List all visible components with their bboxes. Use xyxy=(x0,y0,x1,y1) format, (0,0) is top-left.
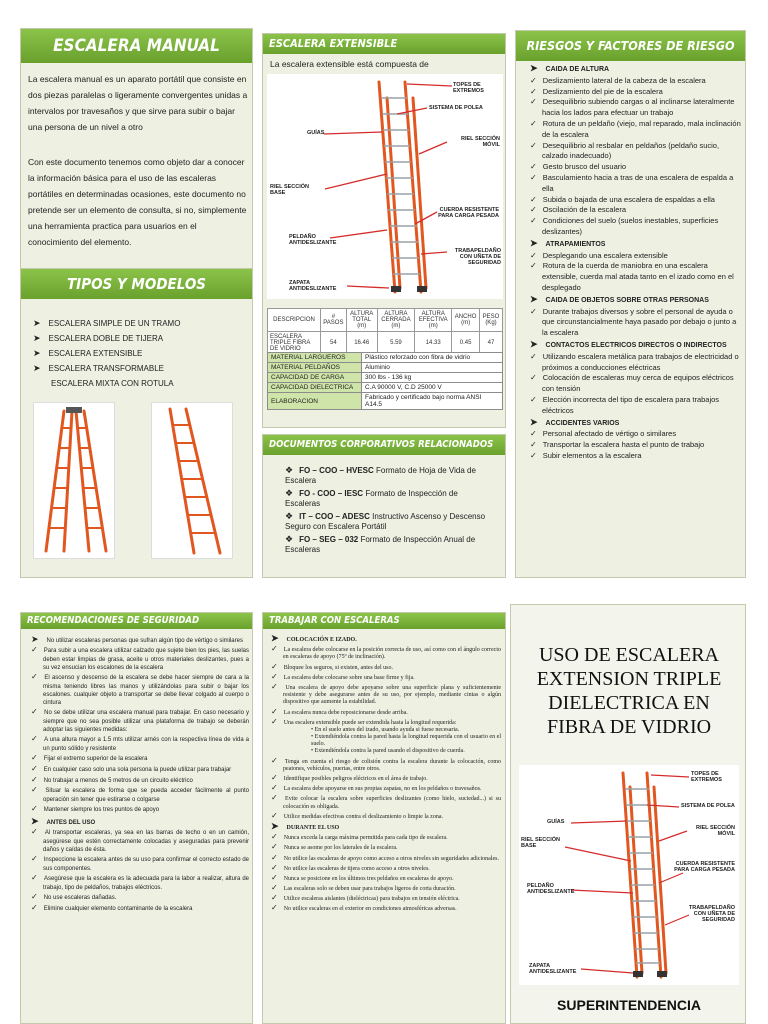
section-heading: ➤ CAIDA DE ALTURA xyxy=(530,63,742,76)
panel-trabajar xyxy=(262,612,506,1024)
cover-label-riel-movil: RIEL SECCIÓN MÓVIL xyxy=(695,825,735,838)
list-item: ✓ Situar la escalera de forma que se pueda acceder fácilmente al punto operación sin tener que estirarse o colgarse xyxy=(31,785,249,804)
panel-title: RECOMENDACIONES DE SEGURIDAD xyxy=(21,613,252,629)
material-key: ELABORACION xyxy=(268,393,362,410)
cover-title: USO DE ESCALERA EXTENSION TRIPLE DIELECTRICA EN FIBRA DE VIDRIO xyxy=(536,644,722,738)
spec-cell: 14.33 xyxy=(415,332,452,355)
material-value: Aluminio xyxy=(362,363,503,373)
list-item: ✓ En cualquier caso solo una sola persona la puede utilizar para trabajar xyxy=(31,764,249,775)
list-item: ✓ Evite colocar la escalera sobre superficies deslizantes (como hielo, suciedad...) si su colocación es obligada. xyxy=(271,793,501,810)
list-item: ✓ Personal afectado de vértigo o similares xyxy=(530,429,742,440)
type-item: ➤ ESCALERA TRANSFORMABLE xyxy=(33,361,248,376)
material-key: MATERIAL LARGUEROS xyxy=(268,353,362,363)
cover-label-riel-base: RIEL SECCIÓN BASE xyxy=(521,837,561,850)
list-item: ✓ Oscilación de la escalera xyxy=(530,205,742,216)
material-value: Fabricado y certificado bajo norma ANSI A14.5 xyxy=(362,393,503,410)
list-item: ✓ Una escalera extensible puede ser extendida hasta la longitud requerida: xyxy=(271,717,501,727)
cover-label-polea: SISTEMA DE POLEA xyxy=(681,803,735,809)
material-key: CAPACIDAD DE CARGA xyxy=(268,373,362,383)
list-item: ✓ Subir elementos a la escalera xyxy=(530,451,742,462)
list-item: ✓ Una escalera de apoyo debe apoyarse sobre una superficie plana y suficientemente resistente y debe asegurarse antes de su uso, por ejemplo, mediante cintas o algún dispositivo que aumente la estabilidad. xyxy=(271,682,501,707)
label-peldano: PELDAÑO ANTIDESLIZANTE xyxy=(289,234,337,247)
list-item: ✓ Al transportar escaleras, ya sea en las barras de techo o en un camión, asegúrese que estén correctamente colocadas y aseguradas para prevenir daños y caídas de ésta. xyxy=(31,827,249,854)
list-item: ✓ Colocación de escaleras muy cerca de equipos eléctricos con tensión xyxy=(530,373,742,395)
list-item: ✓ Rotura de un peldaño (viejo, mal reparado, mala inclinación de la escalera xyxy=(530,119,742,141)
panel-cover xyxy=(510,604,746,1024)
material-key: CAPACIDAD DIELECTRICA xyxy=(268,383,362,393)
list-item: ✓ Gesto brusco del usuario xyxy=(530,162,742,173)
list-item: ✓ Utilizando escalera metálica para trabajos de electricidad o próximos a conducciones eléctricas xyxy=(530,352,742,374)
list-item: ✓ Rotura de la cuerda de maniobra en una escalera extensible, cuerda mal atada tanto en el izado como en el desplegado xyxy=(530,261,742,293)
spec-cell: 0.45 xyxy=(452,332,480,355)
list-item: ✓ Subida o bajada de una escalera de espaldas a ella xyxy=(530,195,742,206)
cover-label-guias: GUÍAS xyxy=(547,819,565,825)
list-item: ✓ No utilice escaleras en el exterior en condiciones atmosféricas adversas. xyxy=(271,903,501,913)
list-item: ✓ El ascenso y descenso de la escalera se debe hacer siempre de cara a la misma teniendo libres las manos y utilizándolas para subir o bajar los escalones. cualquier objeto a transportar se debe llevar colgado al cuerpo o cintura xyxy=(31,672,249,707)
spec-cell: 16.46 xyxy=(346,332,377,355)
materials-table xyxy=(267,352,503,410)
cover-label-trabapeldano: TRABAPELDAÑO CON UÑETA DE SEGURIDAD xyxy=(688,905,735,924)
list-item: ✓ La escalera nunca debe reposicionarse desde arriba. xyxy=(271,707,501,717)
panel-recomendaciones xyxy=(20,612,253,1024)
cover-label-cuerda: CUERDA RESISTENTE PARA CARGA PESADA xyxy=(674,861,735,874)
spec-cell: 54 xyxy=(321,332,347,355)
list-item: ✓ Tenga en cuenta el riesgo de colisión contra la escalera durante la colocación, como peatones, vehículos, puertas, entre otros. xyxy=(271,756,501,773)
spec-header: ALTURA CERRADA (m) xyxy=(377,309,415,332)
list-item: ✓ Fijar el extremo superior de la escalera xyxy=(31,753,249,764)
list-item: ✓ No utilice las escaleras de tijera como acceso a otros niveles. xyxy=(271,863,501,873)
section-heading: ➤ ANTES DEL USO xyxy=(31,815,249,827)
panel-title: ESCALERA EXTENSIBLE xyxy=(263,34,505,54)
list-item: ✓ Utilice escaleras aislantes (dieléctricas) para trabajos en tensión eléctrica. xyxy=(271,893,501,903)
risks-list xyxy=(530,63,742,462)
spec-cell: 47 xyxy=(479,332,502,355)
document-item xyxy=(285,488,490,509)
list-item: ✓ Nunca se asome por los laterales de la escalera. xyxy=(271,842,501,852)
section-heading: ➤ ATRAPAMIENTOS xyxy=(530,238,742,251)
list-item: ✓ Desequilibrio al resbalar en peldaños (peldaño sucio, calzado inadecuado) xyxy=(530,141,742,163)
document-text: Formato de Inspección Anual de Escaleras xyxy=(285,535,476,554)
spec-header: ALTURA TOTAL (m) xyxy=(346,309,377,332)
list-item: ✓ Mantener siempre los tres puntos de apoyo xyxy=(31,804,249,815)
list-item: ✓ Nunca exceda la carga máxima permitida para cada tipo de escalera. xyxy=(271,832,501,842)
panel-title: ESCALERA MANUAL xyxy=(21,29,252,63)
spec-header: ALTURA EFECTIVA (m) xyxy=(415,309,452,332)
list-item: ✓ Basculamiento hacia a tras de una escalera de espalda a ella xyxy=(530,173,742,195)
list-item: ✓ Durante trabajos diversos y sobre el personal de ayuda o que circunstancialmente haya pasado por debajo o junto a la escalera xyxy=(530,307,742,339)
document-code: IT – COO – ADESC xyxy=(299,512,370,521)
panel-title: RIESGOS Y FACTORES DE RIESGO xyxy=(516,31,745,61)
panel-escalera-extensible xyxy=(262,33,506,428)
recommendations-list xyxy=(31,633,249,914)
panel-title: TRABAJAR CON ESCALERAS xyxy=(263,613,505,629)
panel-title: TIPOS Y MODELOS xyxy=(21,269,252,299)
material-value: 300 lbs - 136 kg xyxy=(362,373,503,383)
document-item xyxy=(285,465,490,486)
purpose-paragraph: Con este documento tenemos como objeto dar a conocer la información básica para el uso de las escaleras portátiles en determinadas ocasiones, este documento no pretende ser un elemento de consulta, si no, simplemente una herramienta practica para usuarios en el conocimiento del elemento. xyxy=(28,157,247,247)
type-item: ➤ ESCALERA SIMPLE DE UN TRAMO xyxy=(33,316,248,331)
list-item: ✓ Para subir a una escalera utilizar calzado que sujete bien los pies, las suelas deben estar limpias de grasa, aceite u otros materiales deslizantes, pues a su vez ensucian los escalones de la escalera xyxy=(31,645,249,672)
section-heading: ➤ CONTACTOS ELECTRICOS DIRECTOS O INDIRECTOS xyxy=(530,339,742,352)
spec-header: DESCRIPCION xyxy=(268,309,321,332)
documents-list xyxy=(285,465,490,555)
section-heading: ➤ ACCIDENTES VARIOS xyxy=(530,417,742,430)
ladder-diagram xyxy=(267,74,503,299)
list-item: ✓ Transportar la escalera hasta el punto de trabajo xyxy=(530,440,742,451)
label-guias: GUÍAS xyxy=(307,130,325,136)
document-code: FO – SEG – 032 xyxy=(299,535,359,544)
spec-cell: 5.59 xyxy=(377,332,415,355)
list-item: ✓ Deslizamiento del pie de la escalera xyxy=(530,87,742,98)
list-item: ✓ Desplegando una escalera extensible xyxy=(530,251,742,262)
list-item: ✓ Asegúrese que la escalera es la adecuada para la labor a realizar, altura de trabajo, tipo de peldaños, trabajos eléctricos. xyxy=(31,873,249,892)
cover-ladder-diagram xyxy=(519,765,739,985)
document-item xyxy=(285,511,490,532)
list-item: ✓ No se debe utilizar una escalera manual para trabajar. En caso necesario y siempre que no sea posible utilizar una plataforma de trabajo se deberán adoptar las siguientes medidas: xyxy=(31,707,249,734)
sub-list-item: • En el suelo antes del izado, usando ayuda si fuese necesaria. xyxy=(311,726,460,733)
list-item: ✓ Bloquee los seguros, si existen, antes del uso. xyxy=(271,662,501,672)
label-zapata: ZAPATA ANTIDESLIZANTE xyxy=(289,280,337,293)
section-heading: ➤ DURANTE EL USO xyxy=(271,821,501,832)
list-item: ✓ Identifique posibles peligros eléctricos en el área de trabajo. xyxy=(271,773,501,783)
label-cuerda: CUERDA RESISTENTE PARA CARGA PESADA xyxy=(438,207,499,220)
list-item: ✓ La escalera debe colocarse sobre una base firme y fija. xyxy=(271,672,501,682)
list-item: ✓ Nunca se posicione en los últimos tres peldaños en escaleras de apoyo. xyxy=(271,873,501,883)
list-item: ✓ La escalera debe colocarse en la posición correcta de uso, así como con el ángulo correcto en escaleras de apoyo (75º de inclinación). xyxy=(271,644,501,661)
list-item: ✓ Desequilibrio subiendo cargas o al inclinarse lateralmente hacia los lados para efectuar un trabajo xyxy=(530,97,742,119)
document-text: Formato de Inspección de Escaleras xyxy=(285,489,458,508)
material-value: Plástico reforzado con fibra de vidrio xyxy=(362,353,503,363)
straight-ladder-image xyxy=(151,402,233,559)
cover-label-zapata: ZAPATA ANTIDESLIZANTE xyxy=(529,963,577,976)
list-item: ✓ No utilice las escaleras de apoyo como acceso a otros niveles sin seguridades adicionales. xyxy=(271,853,501,863)
cover-footer: SUPERINTENDENCIA xyxy=(557,997,701,1013)
label-topes: TOPES DE EXTREMOS xyxy=(453,82,484,95)
a-frame-ladder-image xyxy=(33,402,115,559)
label-trabapeldano: TRABAPELDAÑO CON UÑETA DE SEGURIDAD xyxy=(454,248,501,267)
spec-table xyxy=(267,308,503,355)
work-list xyxy=(271,633,501,914)
section-heading: ➤ CAIDA DE OBJETOS SOBRE OTRAS PERSONAS xyxy=(530,294,742,307)
list-item: ✓ A una altura mayor a 1.5 mts utilizar arnés con la respectiva línea de vida a un punto sólido y resistente xyxy=(31,734,249,753)
spec-header: # PASOS xyxy=(321,309,347,332)
type-item: ESCALERA MIXTA CON ROTULA xyxy=(51,379,174,388)
label-riel-base: RIEL SECCIÓN BASE xyxy=(270,184,310,197)
list-item: ✓ Utilice medidas efectivas contra el deslizamiento o limpie la zona. xyxy=(271,811,501,821)
label-riel-movil: RIEL SECCIÓN MÓVIL xyxy=(460,136,500,149)
sub-list-item: • Extendiéndola contra la pared hasta la longitud requerida con el usuario en el suelo. xyxy=(311,734,501,748)
type-item: ➤ ESCALERA EXTENSIBLE xyxy=(33,346,248,361)
spec-cell: ESCALERA TRIPLE FIBRA DE VIDRIO xyxy=(268,332,321,355)
list-item: ✓ Elimine cualquier elemento contaminante de la escalera xyxy=(31,903,249,914)
document-text: Instructivo Ascenso y Descenso Seguro con Escalera Portátil xyxy=(285,512,486,531)
list-item: ✓ Deslizamiento lateral de la cabeza de la escalera xyxy=(530,76,742,87)
intro-text: La escalera extensible está compuesta de xyxy=(270,59,429,69)
cover-label-topes: TOPES DE EXTREMOS xyxy=(691,771,722,784)
panel-title: DOCUMENTOS CORPORATIVOS RELACIONADOS xyxy=(263,435,505,455)
list-item: ✓ No use escaleras dañadas. xyxy=(31,892,249,903)
material-key: MATERIAL PELDAÑOS xyxy=(268,363,362,373)
list-item: ✓ Condiciones del suelo (suelos inestables, superficies deslizantes) xyxy=(530,216,742,238)
spec-header: ANCHO (m) xyxy=(452,309,480,332)
panel-escalera-manual xyxy=(20,28,253,270)
panel-riesgos xyxy=(515,30,746,578)
panel-tipos-modelos xyxy=(20,268,253,578)
cover-label-peldano: PELDAÑO ANTIDESLIZANTE xyxy=(527,883,575,896)
document-text: Formato de Hoja de Vida de Escalera xyxy=(285,466,476,485)
types-list xyxy=(33,316,248,391)
panel-documentos xyxy=(262,434,506,578)
list-item: ✓ La escalera debe apoyarse en sus propias zapatas, no en los peldaños o travesaños. xyxy=(271,783,501,793)
material-value: C.A 90000 V, C.D 25000 V xyxy=(362,383,503,393)
document-code: FO – COO – HVESC xyxy=(299,466,374,475)
type-item: ➤ ESCALERA DOBLE DE TIJERA xyxy=(33,331,248,346)
spec-header: PESO (Kg) xyxy=(479,309,502,332)
list-item: ✓ Inspeccione la escalera antes de su uso para confirmar el correcto estado de sus componentes. xyxy=(31,854,249,873)
list-item: ✓ No trabajar a menos de 5 metros de un circuito eléctrico xyxy=(31,775,249,786)
sub-list-item: • Extendiéndola contra la pared usando el dispositivo de cuerda. xyxy=(311,748,465,755)
section-heading: ➤ COLOCACIÓN E IZADO. xyxy=(271,633,501,644)
list-item: ✓ Las escaleras solo se deben usar para trabajos ligeros de corta duración. xyxy=(271,883,501,893)
list-item: ✓ Elección incorrecta del tipo de escalera para trabajos eléctricos xyxy=(530,395,742,417)
document-item xyxy=(285,534,490,555)
document-code: FO - COO – IESC xyxy=(299,489,364,498)
list-item: ➤ No utilizar escaleras personas que sufran algún tipo de vértigo o similares xyxy=(31,633,249,645)
intro-paragraph: La escalera manual es un aparato portátil que consiste en dos piezas paralelas o ligeramente convergentes unidas a intervalos por travesaños y que sirve para subir o bajar una persona de un nivel a otro xyxy=(28,74,248,132)
label-polea: SISTEMA DE POLEA xyxy=(429,105,483,111)
